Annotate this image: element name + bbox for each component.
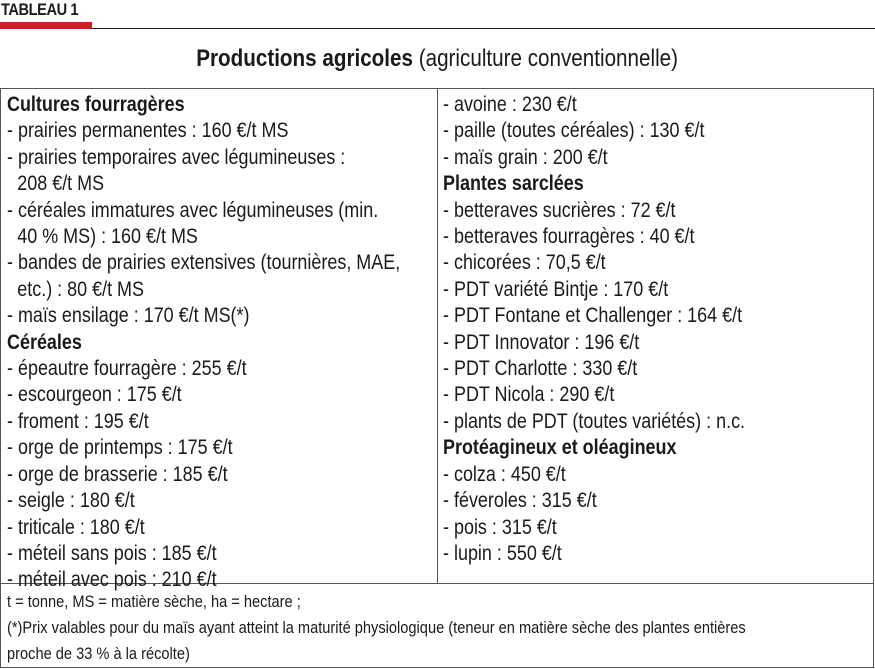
list-item: - colza : 450 €/t	[443, 462, 566, 486]
right-column	[443, 92, 796, 567]
list-item: - céréales immatures avec légumineuses (min.	[7, 198, 379, 222]
left-column	[7, 92, 467, 594]
list-item: - betteraves sucrières : 72 €/t	[443, 198, 676, 222]
label-divider-line	[92, 28, 875, 29]
list-item: - froment : 195 €/t	[7, 409, 149, 433]
list-item: - pois : 315 €/t	[443, 515, 557, 539]
section-heading: Cultures fourragères	[7, 93, 185, 116]
list-item: - escourgeon : 175 €/t	[7, 383, 182, 407]
list-item-continuation: etc.) : 80 €/t MS	[17, 277, 145, 301]
label-accent-bar	[0, 22, 92, 29]
table-label: TABLEAU 1	[1, 0, 79, 19]
footnote-maize-note: (*)Prix valables pour du maïs ayant atteint la maturité physiologique (teneur en matière sèche des plantes entières	[7, 618, 746, 637]
list-item: - lupin : 550 €/t	[443, 541, 562, 565]
list-item: - seigle : 180 €/t	[7, 489, 135, 513]
table-label-block	[0, 0, 875, 32]
list-item: - avoine : 230 €/t	[443, 93, 577, 116]
table-title-subtitle: (agriculture conventionnelle)	[413, 45, 679, 72]
list-item: - méteil sans pois : 185 €/t	[7, 541, 217, 565]
table-title	[0, 44, 875, 74]
list-item: - PDT Innovator : 196 €/t	[443, 330, 640, 354]
list-item-continuation: 40 % MS) : 160 €/t MS	[17, 225, 198, 249]
list-item: - féveroles : 315 €/t	[443, 489, 597, 513]
list-item: - PDT variété Bintje : 170 €/t	[443, 277, 669, 301]
price-table	[0, 88, 874, 668]
footnote-maize-note-cont: proche de 33 % à la récolte)	[7, 644, 190, 663]
list-item: - paille (toutes céréales) : 130 €/t	[443, 119, 705, 143]
list-item: - triticale : 180 €/t	[7, 515, 145, 539]
list-item: - betteraves fourragères : 40 €/t	[443, 225, 695, 249]
list-item: - bandes de prairies extensives (tournières, MAE,	[7, 251, 401, 275]
list-item: - épeautre fourragère : 255 €/t	[7, 357, 247, 381]
list-item-continuation: 208 €/t MS	[17, 172, 105, 196]
list-item: - prairies permanentes : 160 €/t MS	[7, 119, 289, 143]
table-title-bold: Productions agricoles	[196, 45, 414, 72]
list-item: - plants de PDT (toutes variétés) : n.c.	[443, 409, 746, 433]
section-heading: Protéagineux et oléagineux	[443, 436, 677, 460]
list-item: - orge de brasserie : 185 €/t	[7, 462, 228, 486]
table-footnote	[7, 589, 866, 667]
list-item: - maïs grain : 200 €/t	[443, 145, 608, 169]
list-item: - prairies temporaires avec légumineuses :	[7, 145, 346, 169]
list-item: - chicorées : 70,5 €/t	[443, 251, 606, 275]
list-item: - PDT Charlotte : 330 €/t	[443, 357, 638, 381]
section-heading: Céréales	[7, 330, 82, 354]
list-item: - PDT Nicola : 290 €/t	[443, 383, 615, 407]
list-item: - PDT Fontane et Challenger : 164 €/t	[443, 304, 743, 328]
footnote-abbreviations: t = tonne, MS = matière sèche, ha = hectare ;	[7, 592, 301, 611]
list-item: - orge de printemps : 175 €/t	[7, 436, 233, 460]
section-heading: Plantes sarclées	[443, 172, 584, 196]
list-item: - maïs ensilage : 170 €/t MS(*)	[7, 304, 250, 328]
list-item: - méteil avec pois : 210 €/t	[7, 568, 217, 592]
